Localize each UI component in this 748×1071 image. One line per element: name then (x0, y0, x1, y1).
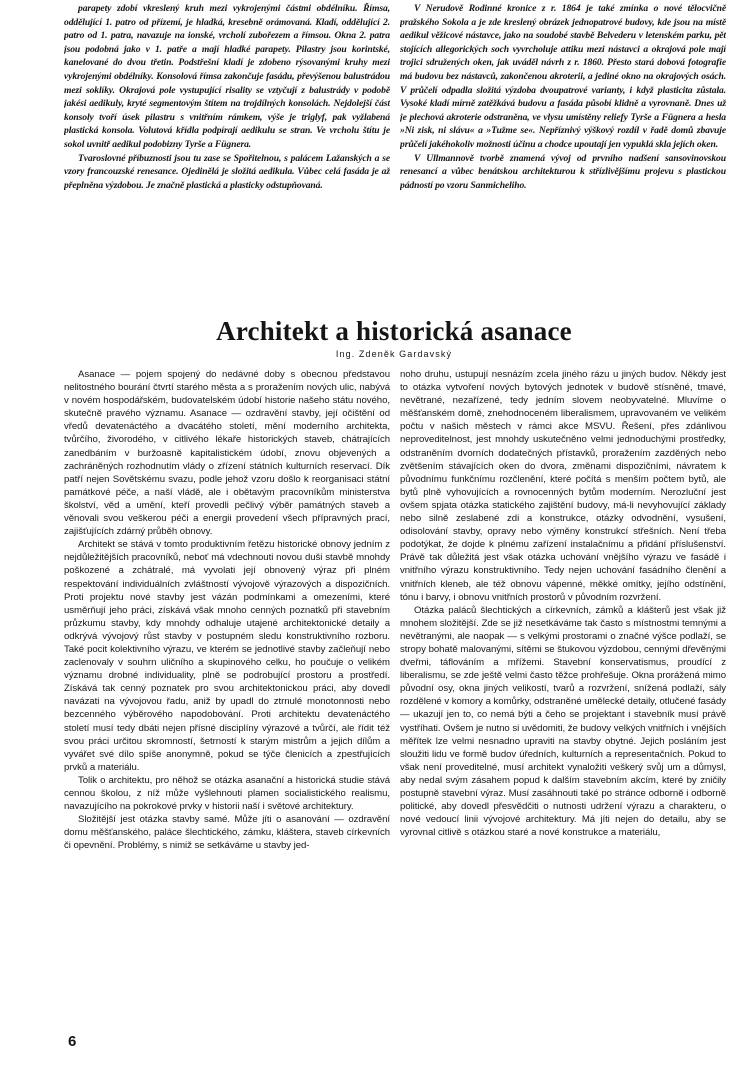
paragraph: V Ullmannově tvorbě znamená vývoj od prvního nadšení sansovinovskou renesancí a vůbec benátskou architekturou k střízlivějšímu projevu s plastickou pádností po vzoru Sanmicheliho. (400, 152, 726, 191)
paragraph: noho druhu, ustupují nesnázím zcela jiného rázu u jiných budov. Někdy jest to otázka vytvoření nových bytových jednotek v budově stísněné, tmavé, nevětrané, nezařízené, tedy jedním slovem neobyvatelné. Mluvíme o měšťanském domě, znehodnoceném liberalismem, upravovaném ve velikém počtu v našich městech v rámci akce MSVU. Řešení, přes zdánlivou neproveditelnost, jest mnohdy uskutečněno velmi jednoduchými prostředky, odstraněním dvorních dodatečných přístavků, proražením zazděných nebo zvětšením stávajících oken do dvora, změnami dispozičními, návratem k původnímu funkčnímu rozčlenění, které počítá s menším počtem bytů, ale bytů plně vyhovujících a rovnocenných bytům moderním. Nerozluční jest ovšem spjata otázka statického zajištění budovy, má-li nevyhovující základy nebo silně zeslabené zdi a konstrukce, otázky odvodnění, vysušení, odisolování stavby, opravy nebo výměny konstrukcí střešních. Není třeba podotýkat, že dojde k plnému zařízení instalačnímu a přidání příslušenství. Právě tak důležitá jest však otázka uchování vnějšího výrazu ve fasádě i vnitřního výrazu konstruktivního. Tedy nejen uchování fasádního členění a vnitřních kleneb, ale též obnovu vápenné, měkké omítky, jejího odstínění, tónu i barvy, i obnovu vnitřních prostorů v původním rozvržení. (400, 369, 726, 603)
page-number: 6 (68, 1033, 77, 1050)
previous-article-right-column (400, 2, 726, 314)
article-title: Architekt a historická asanace (216, 316, 572, 346)
article-body (64, 368, 726, 1036)
previous-article-left-column (64, 2, 390, 314)
paragraph: parapety zdobí vkreslený kruh mezi vykrojenými částmi obdélníku. Římsa, oddělující 1. patro od přízemí, je hladká, kresebně orámovaná. Kladí, oddělující 2. patro od 1. patra, navazuje na ionské, vrcholí zubořezem a římsou. Okna 2. patra jsou podobná jako v 1. patře a mají hladké parapety. Pilastry jsou korintské, kanelované do dvou třetin. Podstřešní kladí je zdobeno rýsovanými kruhy mezi vykrojenými obdélníky. Konsolová římsa zakončuje fasádu, převýšenou balustrádou mezi soklíky. Okrajová pole vystupující risality se vztyčují z balustrády v podobě jakési aedikuly, kryté segmentovým štítem na trojdílných konsolách. Nejdolejší část konsoly tvoří úsek pilastru s vnitřním rámkem, výše je triglyf, pak vyžlabená plastická konsola. Volutová křídla podpírají aedikulu se stran. Ve vrcholu štítu je sokol uvnitř aedikul podobizny Tyrše a Fügnera. (64, 3, 390, 150)
article-left-column (64, 368, 390, 1036)
paragraph: Tvaroslovné příbuznosti jsou tu zase se Spořitelnou, s palácem Lažanských a se vzory francouzské renesance. Ojedinělá je složitá aedikula. Vůbec celá fasáda je až přeplněna výzdobou. Je značně plastická a plasticky odstupňovaná. (64, 152, 390, 191)
paragraph: Tolik o architektu, pro něhož se otázka asanační a historická studie stává cennou školou, z níž může vyšlehnouti plamen socialistického realismu, navazujícího na pokrokové prvky v historii naší i světové architektury. (64, 774, 390, 813)
paragraph: Asanace — pojem spojený do nedávné doby s obecnou představou nelitostného bourání čtvrtí starého města a s proražením nových ulic, nabývá v novém hospodářském, budovatelském údobí historie našeho státu nového, skutečně pravého významu. Asanace — ozdravění stavby, její očištění od vředů devatenáctého a dvacátého století, mění moderního architekta, tvůrčího, živorodého, v citlivého lékaře historických staveb, chátrajících zanedbáním v buržoasně kapitalistickém údobí, znovu objevených a zachráněných rozhodnutím vlády o zřízení státních kulturních reservací. Dík patří nejen Sovětskému svazu, podle jehož vzoru došlo k reorganisaci státní památkové péče, a naší vládě, ale i obětavým pracovníkům ministerstva školství, věd a umění, kteří provedli pečlivý výběr památných staveb a věnovali svou veškerou péči a energii provedení všech přípravných prací, zajišťujících zdárný průběh obnovy. (64, 369, 390, 538)
previous-article-continuation (64, 2, 726, 314)
paragraph: V Nerudově Rodinné kronice z r. 1864 je také zmínka o nové tělocvičně pražského Sokola a je zde kreslený obrázek jednopatrové budovy, kde jsou na místě aedikul věžicové nástavce, jako na soudobé stavbě Belvederu v letenském parku, pět stojících allegorických soch vyvrcholuje attiku mezi nástavci a okrajová pole mají trojici sdružených oken, jak uváděl návrh z r. 1860. Přesto stará dobová fotografie má budovu bez nástavců, zakončenou akroterii, a jediné okno na okrajových osách. V průčelí odpadla složitá výzdoba dvoupatrové varianty, i když plasticita zůstala. Vysoké kladí mírně zatěžkává budovu a fasáda působí klidně a vyrovnaně. Dnes už je plechová akroterie odstraněna, ve vlysu umístěny reliefy Tyrše a Fügnera a hesla »Ni zisk, ni slávu« a »Tužme se«. Nepříznivý výškový rozdíl v řadě domů zbavuje průčelí jakéhokoliv možnosti účinu a chodce upoutají jen vypuklá skla jejích oken. (400, 3, 726, 150)
paragraph: Složitější jest otázka stavby samé. Může jíti o asanování — ozdravění domu měšťanského, paláce šlechtického, zámku, kláštera, staveb církevních či opevnění. Problémy, s nimiž se setkáváme u stavby jed- (64, 814, 390, 852)
article-author: Ing. Zdeněk Gardavský (335, 349, 453, 359)
article-right-column (400, 368, 726, 1036)
paragraph: Architekt se stává v tomto produktivním řetězu historické obnovy jedním z nejdůležitějších pracovníků, neboť má vdechnouti novou duši stavbě mnohdy poškozené a zchátralé, má vyvolati její obnovený výraz při plném respektování individuálních zvláštností vývojově výrazových a dispozičních. Proti projektu nové stavby jest vázán podmínkami a omezeními, které usměrňují jeho práci, získává však mnoho cenných poznatků při stavebním průzkumu stavby, kdy mnohdy odhaluje utajené architektonické detaily a odkrývá vývojový růst stavby v postupném sledu konstruktivního rozboru. Také pocit kolektivního výrazu, ve kterém se jednotlivé stavby začleňují nebo zaclenovaly v souhrn uličního a skupinového celku, ho poučuje o velikém významu drobné individuality, plně se podrobující prostoru a prostředí. Získává tak cenný poznatek pro svou architektonickou práci, aby dovedl navázati na vývojovou řadu, aniž by upadl do ztrnulé monotonnosti nebo bezcenného výběrového napodobování. Proti architektu devatenáctého století musí tedy dbáti nejen přísné disciplíny výrazové a tvůrčí, ale řídit též svou práci určitou skromností, šetrností k starým mistrům a jejich dílům a vyvářet své dílo spíše anonymně, pokud se týče členicích a zpestřujících prvků a materiálu. (64, 539, 390, 773)
paragraph: Otázka paláců šlechtických a církevních, zámků a klášterů jest však již mnohem složitější. Zde se již nesetkáváme tak často s místnostmi temnými a nevětranými, ale naopak — s velkými prostorami o značné výšce podlaží, se stropy bohatě malovanými, sítěmi se štukovou výzdobou, cennými dřevěnými dveřmi, táflováním a mřížemi. Stavební konservatismus, proudící z liberalismu, se zde ještě velmi často těžce prohřešuje. Okna prorážená mimo původní osy, okna jiných velikostí, tvarů a rozvržení, snížená podlaží, sály rozdělené v komory a komůrky, odstraněné umělecké detaily, otlučené fasády — ukazují jen to, co nemá býti a čeho se projektant i stavebník musí právě vystříhati. Ovšem je nutno si uvědomiti, že budovy velkých vnitřních i vnějších měřítek lze velmi nesnadno upraviti na stavby obytné. Jejich posláním jest sloužiti lidu ve formě budov úředních, kulturních a representačních. Pokud to však není proveditelné, musí architekt vynaložiti veškerý svůj um a důmysl, aby nedal svým zásahem popud k dalším stavebním akcím, které by zničily postupně stavební výraz. Musí zasáhnouti také po stránce odborně i odborně politické, aby dovedl přesvědčiti o nutnosti udržení výrazu a charakteru, o nové vedoucí linii vývojové architektury. Má jíti nejen do detailu, aby se vyrovnal citlivě s otázkou staré a nové konstrukce a materiálu, (400, 604, 726, 839)
